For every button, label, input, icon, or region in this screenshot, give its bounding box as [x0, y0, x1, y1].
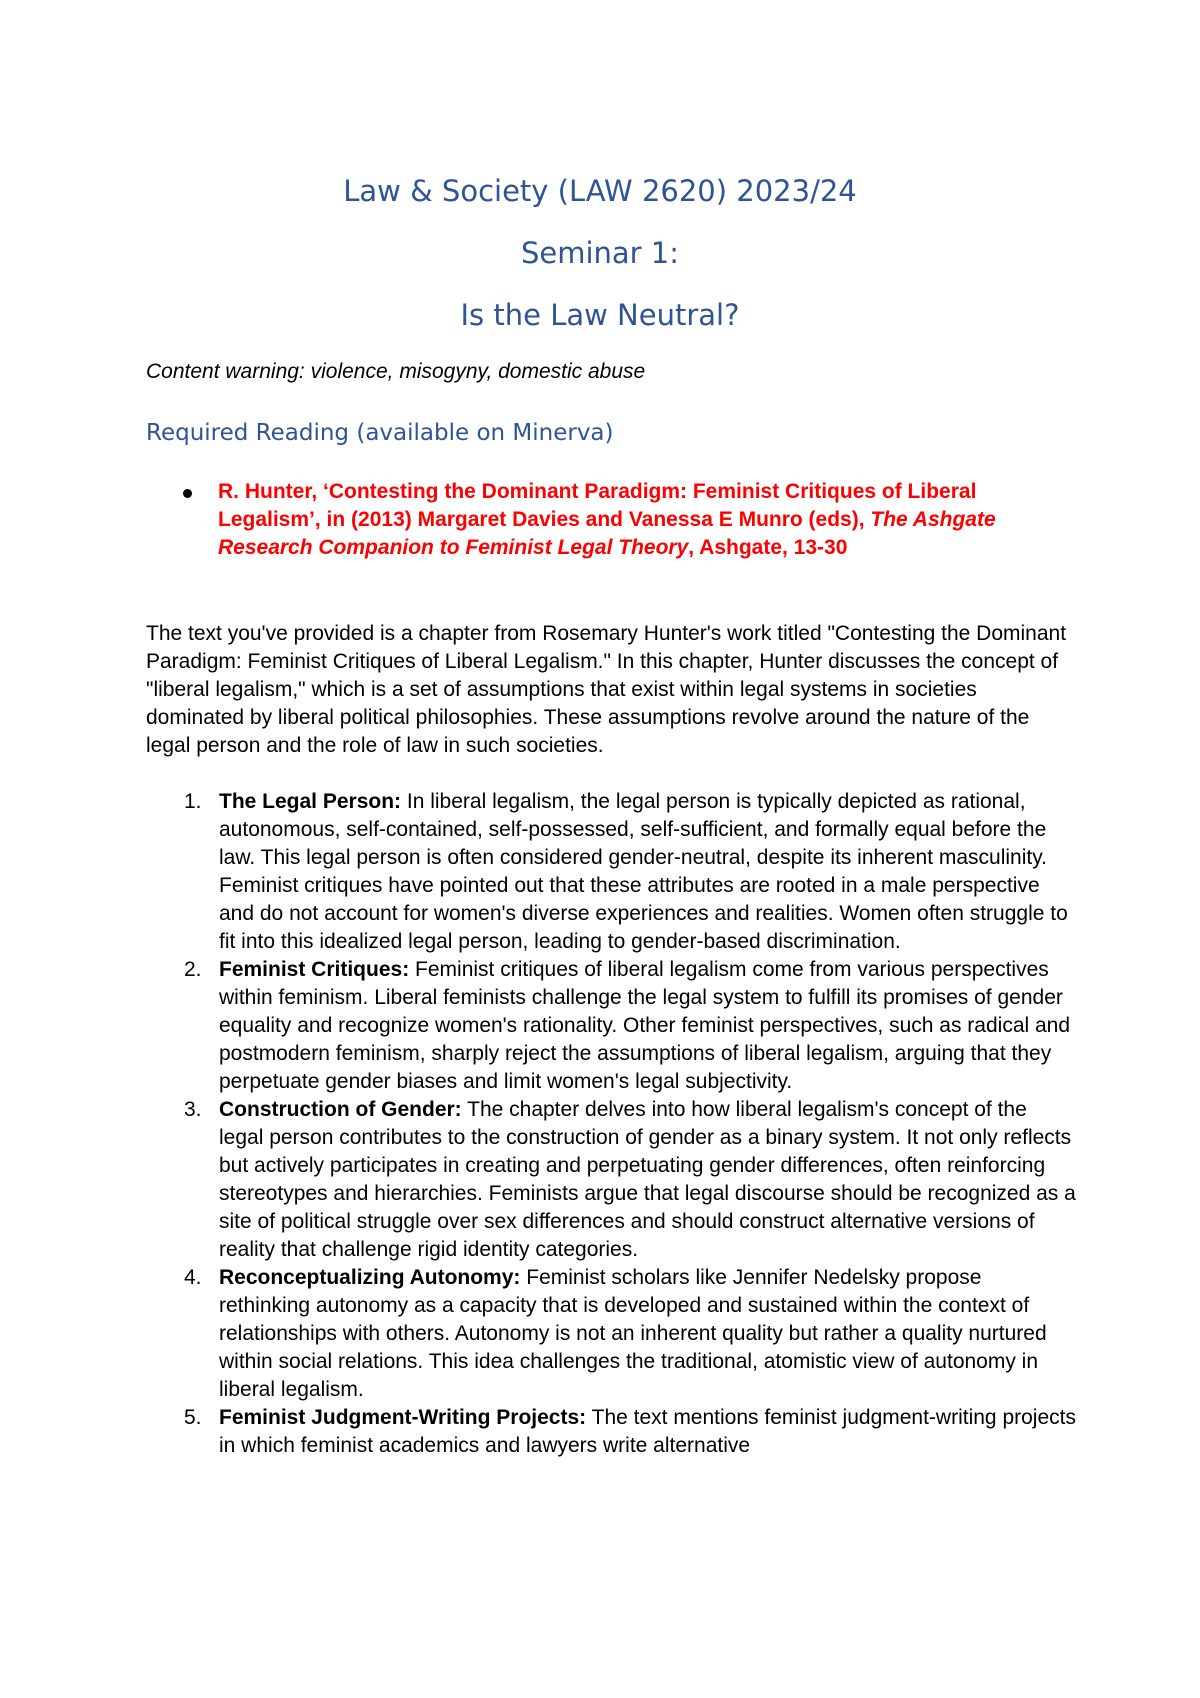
bullet-icon	[183, 489, 192, 498]
list-number: 2.	[184, 958, 202, 981]
reading-book-title: The Ashgate Research Companion to Feminist Legal Theory	[218, 508, 996, 559]
intro-paragraph: The text you've provided is a chapter from Rosemary Hunter's work titled "Contesting the Dominant Paradigm: Feminist Critiques of Liberal Legalism." In this chapter, Hunter discusses the concept of "liberal legalism," which is a set of assumptions that exist within legal systems in societies dominated by liberal political philosophies. These assumptions revolve around the nature of the legal person and the role of law in such societies.	[146, 622, 1067, 757]
list-item	[146, 1096, 1076, 1264]
point-lead: Feminist Judgment-Writing Projects:	[219, 1406, 587, 1429]
reading-citation-start: R. Hunter, ‘Contesting the Dominant Paradigm: Feminist Critiques of Liberal Legalism’, in (2013) Margaret Davies and Vanessa E Munro (eds),	[218, 480, 977, 531]
list-item	[146, 788, 1076, 956]
point-lead: Construction of Gender:	[219, 1098, 462, 1121]
point-text: The chapter delves into how liberal legalism's concept of the legal person contributes to the construction of gender as a binary system. It not only reflects but actively participates in creating and perpetuating gender differences, often reinforcing stereotypes and hierarchies. Feminists argue that legal discourse should be recognized as a site of political struggle over sex differences and should construct alternative versions of reality that challenge rigid identity categories.	[219, 1098, 1076, 1261]
reading-citation-end: , Ashgate, 13-30	[688, 536, 848, 559]
list-item	[146, 1264, 1076, 1404]
list-number: 4.	[184, 1266, 202, 1289]
list-number: 1.	[184, 790, 202, 813]
point-lead: Reconceptualizing Autonomy:	[219, 1266, 521, 1289]
required-reading-item	[218, 478, 1063, 562]
content-warning: Content warning: violence, misogyny, domestic abuse	[146, 360, 646, 383]
document-title: Law & Society (LAW 2620) 2023/24	[343, 174, 857, 208]
list-number: 5.	[184, 1406, 202, 1429]
point-text: Feminist scholars like Jennifer Nedelsky propose rethinking autonomy as a capacity that is developed and sustained within the context of relationships with others. Autonomy is not an inherent quality but rather a quality nurtured within social relations. This idea challenges the traditional, atomistic view of autonomy in liberal legalism.	[219, 1266, 1047, 1401]
list-item	[146, 956, 1076, 1096]
key-points-list	[146, 788, 1076, 1460]
list-number: 3.	[184, 1098, 202, 1121]
point-text: In liberal legalism, the legal person is typically depicted as rational, autonomous, self-contained, self-possessed, self-sufficient, and formally equal before the law. This legal person is often considered gender-neutral, despite its inherent masculinity. Feminist critiques have pointed out that these attributes are rooted in a male perspective and do not account for women's diverse experiences and realities. Women often struggle to fit into this idealized legal person, leading to gender-based discrimination.	[219, 790, 1068, 953]
point-lead: Feminist Critiques:	[219, 958, 410, 981]
point-text: Feminist critiques of liberal legalism come from various perspectives within feminism. Liberal feminists challenge the legal system to fulfill its promises of gender equality and recognize women's rationality. Other feminist perspectives, such as radical and postmodern feminism, sharply reject the assumptions of liberal legalism, arguing that they perpetuate gender biases and limit women's legal subjectivity.	[219, 958, 1071, 1093]
list-item	[146, 1404, 1076, 1460]
point-text: The text mentions feminist judgment-writing projects in which feminist academics and lawyers write alternative	[219, 1406, 1076, 1457]
seminar-number: Seminar 1:	[520, 236, 680, 270]
required-reading-heading: Required Reading (available on Minerva)	[146, 420, 614, 446]
point-lead: The Legal Person:	[219, 790, 402, 813]
seminar-topic: Is the Law Neutral?	[460, 298, 740, 332]
